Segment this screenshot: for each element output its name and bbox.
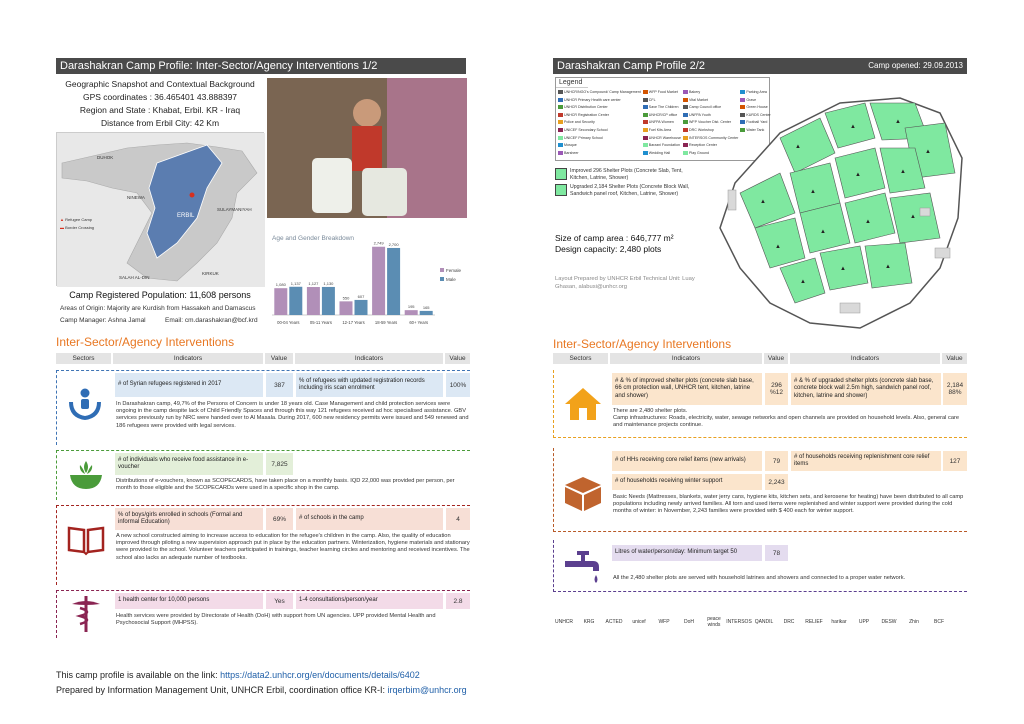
education-value-1: 69% (266, 508, 293, 530)
legend-item-label: Save The Children (648, 105, 679, 110)
partner-logo: Zhin (909, 619, 919, 625)
chart-legend-label: Male (446, 277, 456, 282)
partner-logo: BCF (934, 619, 944, 625)
layout-credit: Layout Prepared by UNHCR Erbil Technical Unit: Luay Ghasan, alabusi@unhcr.org (555, 276, 695, 290)
legend-swatch (683, 143, 688, 147)
footer-link-line (56, 670, 420, 680)
chart-bar (340, 301, 353, 315)
education-indicator-1: % of boys/girls enrolled in schools (Formal and informal Education) (115, 508, 263, 530)
legend-item-label: Police and Security (564, 120, 595, 125)
legend-item (558, 120, 641, 128)
wash-description: All the 2,480 shelter plots are served with household latrines and showers and connected to a proper water network. (613, 575, 906, 581)
protection-value-1: 387 (266, 373, 293, 397)
legend-item (643, 143, 681, 151)
chart-legend-swatch (440, 277, 444, 281)
svg-text:▲: ▲ (840, 266, 846, 272)
left-header-indicators-2: Indicators (295, 353, 443, 364)
geo-snapshot (56, 78, 264, 130)
legend-swatch (643, 143, 648, 147)
legend-swatch (643, 98, 648, 102)
right-header-value-2: Value (942, 353, 967, 364)
legend-item-label: Barsheer (564, 150, 579, 155)
water-tap-icon (558, 544, 608, 588)
chart-bar (289, 287, 302, 315)
svg-text:▲: ▲ (800, 279, 806, 285)
upgraded-plots-legend (555, 184, 695, 197)
chart-bar (274, 288, 287, 315)
footer-email[interactable]: irqerbim@unhcr.org (387, 685, 467, 695)
geo-region: Region and State : Khabat, Erbil. KR - Iraq (79, 105, 241, 115)
legend-title: Legend (556, 78, 588, 88)
legend-swatch (683, 136, 688, 140)
chart-data-label: 2,749 (373, 240, 384, 246)
map-legend-camp-label: Refugee Camp (65, 217, 92, 222)
partner-logo: WFP (658, 619, 670, 625)
protection-description: In Darashakran camp, 49,7% of the Persons of Concern is under 18 years old. Case Management and child protection services were ongoing in the camp despite lack of Child Friendly Spaces and through this way 121 refugees received ad hoc specialised assistance. GBV services previously run by NRC were handed over to Al Masala. During 2017, 600 new residency permits were issued and 549 renewed and 186 refugees were provided with legal services. (116, 401, 469, 429)
education-indicator-2: # of schools in the camp (296, 508, 443, 530)
legend-item (643, 151, 681, 159)
legend-item-label: KURDS Center (746, 112, 771, 117)
svg-text:▲: ▲ (885, 264, 891, 270)
chart-bar (420, 311, 433, 315)
shelter-indicator-1: # & % of improved shelter plots (concrete slab base, 66 cm protection wall, UNHCR tent, kitchen, latrine and shower) (612, 373, 762, 405)
legend-item (643, 98, 681, 106)
legend-swatch (643, 128, 648, 132)
legend-item-label: UNHCR Primary Health care center (564, 97, 621, 102)
partner-logo: ACTED (605, 619, 623, 625)
legend-item (558, 128, 641, 136)
chart-title: Age and Gender Breakdown (272, 235, 355, 242)
improved-plots-swatch (555, 168, 567, 180)
camp-photo (267, 78, 467, 218)
protection-value-2: 100% (446, 373, 470, 397)
basic-needs-indicator-2: # of households receiving replenishment core relief items (791, 451, 941, 471)
legend-item-label: UNFPA Youth (689, 112, 711, 117)
education-value-2: 4 (446, 508, 470, 530)
camp-area-info (555, 233, 705, 255)
svg-text:▲: ▲ (820, 229, 826, 235)
food-icon (62, 455, 110, 495)
camp-email: Email: cm.darashakran@bcf.krd (165, 317, 258, 324)
camp-opened-date: Camp opened: 29.09.2013 (868, 61, 963, 70)
legend-swatch (683, 105, 688, 109)
food-value-1: 7,825 (266, 453, 293, 475)
legend-item-label: Mosque (564, 143, 577, 148)
chart-data-label: 195 (407, 304, 415, 310)
legend-item (558, 143, 641, 151)
partner-logos (553, 602, 967, 642)
legend-swatch (558, 136, 563, 140)
basic-needs-description: Basic Needs (Mattresses, blankets, water jerry cans, hygiene kits, kitchen sets, and kerosene for heating) have been distributed to all camp populations including newly arrived families. All torn and used items were replenished and winter support were provided during the cold months of winter: in November, 2,243 families were provided with $ 400 each for winter support. (613, 494, 964, 515)
chart-data-label: 165 (422, 304, 430, 310)
right-header-indicators-2: Indicators (790, 353, 940, 364)
legend-swatch (558, 128, 563, 132)
legend-item-label: UNICEF Primary School (564, 135, 603, 140)
region-map (56, 132, 264, 286)
legend-swatch (643, 151, 648, 155)
shelter-value-2: 2,184 88% (943, 373, 967, 405)
shelter-description: There are 2,480 shelter plots. Camp infrastructures: Roads, electricity, water, sewage networks and open channels are provided on household levels. Also, general care and maintenance projects continue. (613, 408, 960, 429)
left-banner (56, 58, 466, 74)
right-banner (553, 58, 967, 74)
legend-item-label: Play Ground (689, 150, 710, 155)
legend-swatch (558, 105, 563, 109)
svg-text:▲: ▲ (900, 169, 906, 175)
chart-category-label: 05-11 Years (309, 320, 332, 325)
age-gender-chart (267, 225, 467, 330)
right-header-sectors: Sectors (553, 353, 608, 364)
legend-swatch (683, 151, 688, 155)
legend-swatch (683, 113, 688, 117)
footer-prepared-line (56, 685, 467, 695)
legend-swatch (643, 113, 648, 117)
geo-gps: GPS coordinates : 36.465401 43.888397 (82, 92, 238, 102)
plots-legend (555, 168, 695, 197)
legend-swatch (558, 143, 563, 147)
legend-item-label: Football Yard (746, 120, 768, 125)
health-indicator-1: 1 health center for 10,000 persons (115, 593, 263, 609)
legend-item-label: Green House (746, 105, 768, 110)
legend-swatch (683, 98, 688, 102)
legend-swatch (558, 151, 563, 155)
chart-category-label: 12-17 Years (342, 320, 365, 325)
map-legend-border: ▬ Border Crossing (60, 225, 95, 230)
chart-data-label: 550 (342, 295, 350, 301)
legend-swatch (558, 113, 563, 117)
geo-heading: Geographic Snapshot and Contextual Background (65, 79, 255, 89)
svg-text:▲: ▲ (910, 214, 916, 220)
partner-logo: unicef (632, 619, 646, 625)
legend-item-label: UNHCR Distribution Center (564, 105, 608, 110)
svg-text:▲: ▲ (795, 144, 801, 150)
food-indicator-1: # of individuals who receive food assistance in e-voucher (115, 453, 263, 475)
legend-item (643, 90, 681, 98)
left-banner-title: Darashakran Camp Profile: Inter-Sector/Agency Interventions 1/2 (60, 60, 378, 72)
chart-data-label: 1,137 (290, 280, 301, 286)
basic-needs-indicator-1: # of HHs receiving core relief items (new arrivals) (612, 451, 762, 471)
partner-logo: UNHCR (554, 619, 574, 625)
camp-area: Size of camp area : 646,777 m² (555, 233, 674, 243)
legend-item (558, 98, 641, 106)
footer-prepared-prefix: Prepared by Information Management Unit, UNHCR Erbil, coordination office KR-I: (56, 685, 388, 695)
chart-bar (355, 300, 368, 315)
chart-category-label: 18-59 Years (374, 320, 398, 325)
left-header-value-1: Value (265, 353, 293, 364)
basic-needs-value-2: 127 (943, 451, 967, 471)
legend-item-label: UNHCR/CP office (648, 112, 678, 117)
basic-needs-indicator-3: # of households receiving winter support (612, 474, 762, 490)
partner-logo: RELIEF (805, 619, 823, 625)
legend-item-label: Grave (746, 97, 757, 102)
map-label-sulaymaniyah: SULAYMANIYAH (217, 207, 252, 212)
health-icon (62, 592, 110, 636)
legend-swatch (558, 90, 563, 94)
shelter-icon (558, 382, 608, 426)
legend-swatch (558, 120, 563, 124)
svg-text:▲: ▲ (925, 149, 931, 155)
map-label-salah: SALAH AL-DIN (119, 275, 150, 280)
chart-category-label: 00-04 Years (277, 320, 300, 325)
chart-data-label: 1,080 (275, 282, 286, 288)
svg-text:▲: ▲ (895, 119, 901, 125)
partner-logo: KRG (583, 619, 595, 625)
partner-logo: UPP (858, 619, 870, 625)
camp-layout-svg (700, 78, 968, 333)
food-description: Distributions of e-vouchers, known as SCOPECARDS, have taken place on a monthly basis. IQD 22,000 was provided per person, per month to those eligible and the SCOPECARDs were used in a specific shop in the camp. (116, 478, 455, 492)
left-section-title: Inter-Sector/Agency Interventions (56, 335, 235, 349)
camp-population: Camp Registered Population: 11,608 persons (69, 290, 251, 300)
legend-item-label: WFP Voucher Dist. Center (689, 120, 732, 125)
legend-item (558, 136, 641, 144)
chart-bar (387, 248, 400, 315)
right-header-indicators-1: Indicators (610, 353, 762, 364)
improved-plots-label: Improved 296 Shelter Plots (Concrete Slab, Tent, Kitchen, Latrine, Shower) (570, 168, 683, 181)
legend-swatch (683, 90, 688, 94)
legend-item-label: Reception Center (689, 143, 717, 148)
legend-item-label: CFL (648, 97, 656, 102)
legend-item (643, 128, 681, 136)
legend-item-label: UNFPA Women (648, 120, 674, 125)
box-icon (558, 472, 608, 516)
footer-link[interactable]: https://data2.unhcr.org/en/documents/details/6402 (220, 670, 420, 680)
partner-logo: INTERSOS (726, 619, 752, 625)
left-header-value-2: Value (445, 353, 470, 364)
legend-item-label: Camp Council office (689, 105, 722, 110)
legend-item (643, 105, 681, 113)
legend-item-label: WFP Food Market (648, 90, 678, 94)
protection-indicator-1: # of Syrian refugees registered in 2017 (115, 373, 263, 397)
right-section-title: Inter-Sector/Agency Interventions (553, 337, 732, 351)
map-label-erbil: ERBIL (177, 213, 195, 219)
basic-needs-value-3: 2,243 (765, 474, 788, 490)
chart-category-label: 60+ Years (409, 320, 429, 325)
chart-legend-swatch (440, 268, 444, 272)
legend-item (558, 105, 641, 113)
svg-text:▲: ▲ (810, 189, 816, 195)
right-banner-title: Darashakran Camp Profile 2/2 (557, 60, 705, 72)
chart-bar (307, 287, 320, 315)
legend-swatch (643, 136, 648, 140)
book-icon (62, 520, 110, 560)
legend-item-label: UNHCR Warehouse (648, 135, 682, 140)
legend-item (643, 120, 681, 128)
chart-bar (405, 310, 418, 315)
legend-item-label: Vital Market (689, 97, 708, 102)
legend-swatch (683, 120, 688, 124)
shelter-value-1: 296 %12 (765, 373, 788, 405)
legend-item-label: Wedding Hall (648, 150, 671, 155)
left-header-indicators-1: Indicators (113, 353, 263, 364)
partner-logo: DESW (881, 619, 897, 625)
chart-data-label: 1,130 (323, 280, 334, 286)
chart-data-label: 607 (357, 293, 365, 299)
areas-of-origin: Areas of Origin: Majority are Kurdish from Hassakeh and Damascus (60, 305, 256, 312)
map-label-ninewa: NINEWA (127, 195, 145, 200)
legend-item (643, 136, 681, 144)
legend-item-label: Bakery (689, 90, 701, 94)
legend-item-label: Water Tank (746, 127, 765, 132)
wash-value-1: 78 (765, 545, 788, 561)
svg-text:▲: ▲ (775, 244, 781, 250)
wash-indicator-1: Litres of water/person/day: Minimum target 50 (612, 545, 762, 561)
left-header-sectors: Sectors (56, 353, 111, 364)
upgraded-plots-label: Upgraded 2,184 Shelter Plots (Concrete Block Wall, Sandwich panel roof, Kitchen, Latrine, Shower) (570, 184, 690, 197)
partner-logo: harikar (831, 619, 847, 625)
basic-needs-value-1: 79 (765, 451, 788, 471)
legend-item-label: Barzani Foundation (648, 143, 680, 148)
legend-item (643, 113, 681, 121)
map-label-duhok: DUHOK (97, 155, 114, 160)
legend-swatch (643, 105, 648, 109)
right-header-value-1: Value (764, 353, 788, 364)
map-legend-camp: ▲ Refugee Camp (60, 217, 92, 222)
chart-data-label: 2,700 (388, 241, 399, 247)
health-value-2: 2.8 (446, 593, 470, 609)
legend-swatch (683, 128, 688, 132)
legend-item-label: INTERSOS Community Center (689, 135, 739, 140)
legend-item-label: UNHCR/NGO's Compound/ Camp Management (564, 90, 641, 94)
chart-legend-label: Female (446, 268, 462, 273)
partner-logo: peace winds (707, 616, 721, 628)
legend-swatch (558, 98, 563, 102)
svg-text:▲: ▲ (865, 219, 871, 225)
legend-item-label: DRC Workshop (689, 127, 714, 132)
design-capacity: Design capacity: 2,480 plots (555, 244, 662, 254)
chart-bar (372, 247, 385, 315)
svg-text:▲: ▲ (850, 124, 856, 130)
legend-swatch (643, 120, 648, 124)
health-description: Health services were provided by Directorate of Health (DoH) with support from UN agencies. UPP provided Mental Health and Psychosocial Support (MHPSS). (116, 613, 436, 627)
legend-swatch (643, 90, 648, 94)
svg-text:▲: ▲ (855, 172, 861, 178)
camp-manager: Camp Manager: Ashna Jamal (60, 317, 146, 324)
legend-item-label: Fuel Kits Area (648, 127, 672, 132)
health-indicator-2: 1-4 consultations/person/year (296, 593, 443, 609)
legend-item-label: Parking Area (746, 90, 767, 94)
upgraded-plots-swatch (555, 184, 567, 196)
protection-indicator-2: % of refugees with updated registration records including iris scan enrolment (296, 373, 443, 397)
partner-logo: QANDIL (754, 619, 774, 625)
improved-plots-legend (555, 168, 695, 181)
map-legend-border-label: Border Crossing (65, 225, 95, 230)
camp-layout-map (700, 78, 968, 333)
health-value-1: Yes (266, 593, 293, 609)
shelter-indicator-2: # & % of upgraded shelter plots (concrete slab base, concrete block wall 2.5m high, sandwich panel roof, kitchen, latrine and shower) (791, 373, 941, 405)
partner-logo: DoH (683, 619, 694, 625)
legend-item (558, 151, 641, 159)
svg-text:▲: ▲ (760, 199, 766, 205)
geo-distance: Distance from Erbil City: 42 Km (100, 118, 220, 128)
camp-photo-art (267, 78, 467, 218)
protection-icon (60, 378, 110, 430)
legend-item (558, 113, 641, 121)
chart-data-label: 1,127 (308, 281, 319, 287)
legend-item-label: UNHCR Registration Center (564, 112, 609, 117)
map-label-kirkuk: KIRKUK (202, 271, 219, 276)
chart-bar (322, 287, 335, 315)
legend-item (558, 90, 641, 98)
partner-logo: DRC (783, 619, 795, 625)
legend-item-label: UNICEF Secondary School (564, 127, 608, 132)
footer-link-prefix: This camp profile is available on the link: (56, 670, 221, 680)
education-description: A new school constructed aiming to increase access to education for the refugee's children in the camp. Also, the quality of education improved through piloting a new supervision approach put in place by the education partners. Winterization, hygiene materials and stationary were provided to the school. Volunteer teachers participated in trainings, teacher learning circles and mentoring and received incentives. The school also lacks an adequate number of textbooks. (116, 533, 470, 561)
